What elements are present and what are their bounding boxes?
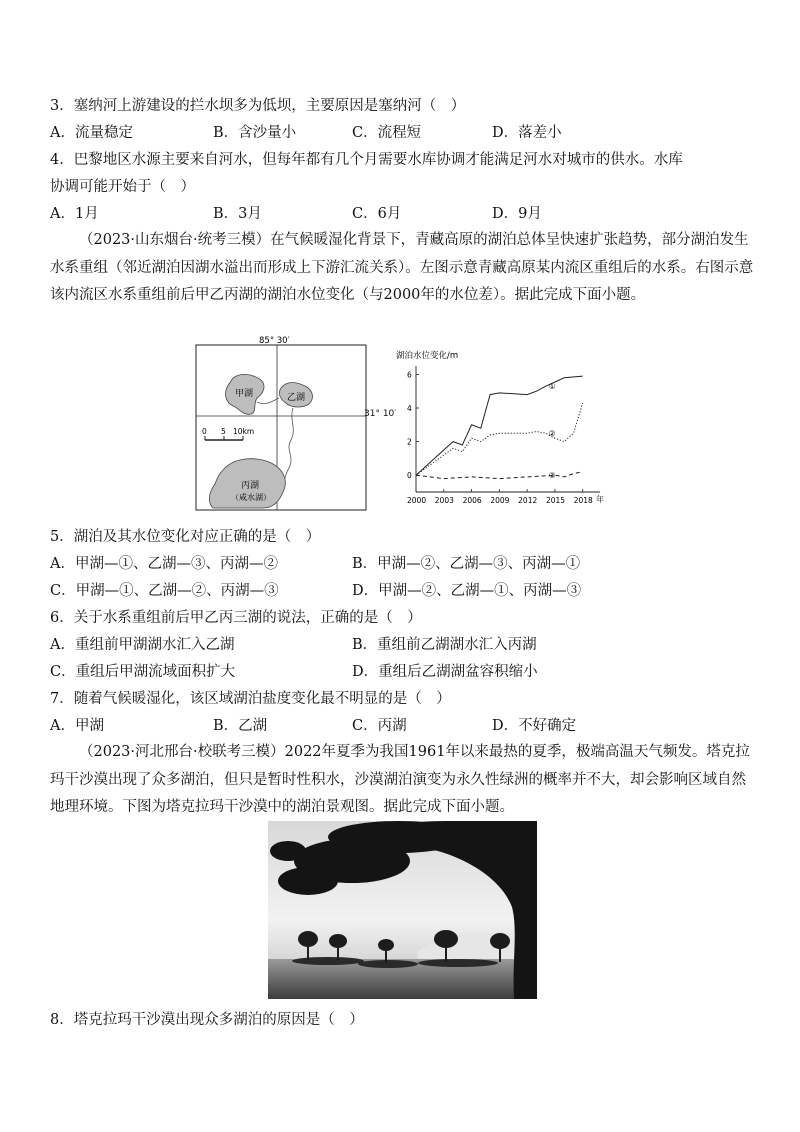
question-7-stem: 7．随着气候暖湿化，该区域湖泊盐度变化最不明显的是（ ）	[50, 691, 451, 707]
question-6-stem: 6．关于水系重组前后甲乙丙三湖的说法，正确的是（ ）	[50, 610, 422, 626]
river-jia-yi	[257, 398, 279, 404]
series-line-1	[416, 376, 583, 475]
y-tick-label: 4	[407, 404, 412, 413]
passage-2: （2023·河北邢台·校联考三模）2022年夏季为我国1961年以来最热的夏季，极端高温天气频发。塔克拉玛干沙漠出现了众多湖泊，但只是暂时性积水，沙漠湖泊演变为永久性绿洲的概率并不大，却会影响区域自然地理环境。下图为塔克拉玛干沙漠中的湖泊景观图。据此完成下面小题。	[50, 744, 750, 816]
option-d[interactable]: D．9月	[492, 206, 542, 222]
lake-bing-label: 丙湖	[241, 481, 260, 491]
scale-label-5: 5	[221, 427, 226, 436]
y-tick-label: 0	[407, 471, 412, 481]
option-b[interactable]: B．含沙量小	[213, 125, 297, 141]
option-c[interactable]: C．重组后甲湖流域面积扩大	[50, 664, 236, 680]
option-b[interactable]: B．3月	[213, 206, 262, 222]
x-tick-label: 2015	[545, 496, 566, 505]
option-d[interactable]: D．落差小	[492, 125, 562, 141]
chart-xlabel: 年	[596, 495, 604, 504]
option-c[interactable]: C．丙湖	[352, 718, 407, 734]
scale-label-10: 10km	[233, 427, 255, 436]
x-tick-label: 2009	[490, 496, 510, 505]
option-a[interactable]: A．1月	[50, 206, 99, 222]
option-c[interactable]: C．6月	[352, 206, 402, 222]
photo-islet-1	[292, 957, 364, 965]
option-a[interactable]: A．甲湖—①、乙湖—③、丙湖—②	[50, 556, 278, 572]
latitude-label: 31° 10′	[364, 409, 397, 419]
series-label-3: ③	[548, 471, 556, 481]
water-level-chart	[392, 346, 612, 511]
x-tick-label: 2006	[462, 496, 482, 505]
desert-lake-photo	[268, 821, 537, 999]
x-tick-label: 2018	[573, 496, 593, 505]
photo-islet-3	[418, 959, 498, 967]
option-c[interactable]: C．流程短	[352, 125, 422, 141]
lake-jia-label: 甲湖	[235, 389, 254, 399]
option-a[interactable]: A．甲湖	[50, 718, 104, 734]
y-tick-label: 6	[407, 370, 412, 380]
x-tick-label: 2003	[434, 496, 454, 505]
option-a[interactable]: A．重组前甲湖湖水汇入乙湖	[50, 637, 235, 653]
series-label-2: ②	[548, 429, 556, 439]
longitude-label: 85° 30′	[259, 336, 290, 346]
option-d[interactable]: D．重组后乙湖湖盆容积缩小	[352, 664, 538, 680]
question-8-stem: 8．塔克拉玛干沙漠出现众多湖泊的原因是（ ）	[50, 1012, 364, 1028]
option-d[interactable]: D．甲湖—②、乙湖—①、丙湖—③	[352, 583, 582, 599]
chart-ylabel: 湖泊水位变化/m	[396, 351, 459, 361]
y-tick-label: 2	[407, 437, 412, 447]
x-tick-label: 2000	[407, 496, 427, 505]
option-b[interactable]: B．乙湖	[213, 718, 268, 734]
lake-bing-note: （咸水湖）	[231, 493, 271, 502]
series-label-1: ①	[548, 382, 556, 392]
passage-1: （2023·山东烟台·统考三模）在气候暖湿化背景下，青藏高原的湖泊总体呈快速扩张趋势，部分湖泊发生水系重组（邻近湖泊因湖水溢出而形成上下游汇流关系）。左图示意青藏高原某内流区重组后的水系。右图示意该内流区水系重组前后甲乙丙湖的湖泊水位变化（与2000年的水位差）。据此完成下面小题。	[50, 232, 754, 304]
question-3-stem: 3．塞纳河上游建设的拦水坝多为低坝，主要原因是塞纳河（ ）	[50, 98, 466, 114]
question-5-stem: 5．湖泊及其水位变化对应正确的是（ ）	[50, 529, 321, 545]
question-4-stem-line1: 4．巴黎地区水源主要来自河水，但每年都有几个月需要水库协调才能满足河水对城市的供水。水库	[50, 152, 683, 168]
option-c[interactable]: C．甲湖—①、乙湖—②、丙湖—③	[50, 583, 279, 599]
series-line-2	[416, 403, 583, 475]
option-b[interactable]: B．重组前乙湖湖水汇入丙湖	[352, 637, 537, 653]
option-b[interactable]: B．甲湖—②、乙湖—③、丙湖—①	[352, 556, 581, 572]
x-tick-label: 2012	[518, 496, 538, 505]
photo-islet-2	[358, 960, 418, 968]
lake-system-map	[193, 336, 373, 514]
option-a[interactable]: A．流量稳定	[50, 125, 133, 141]
question-4-stem-line2: 协调可能开始于（ ）	[50, 179, 195, 195]
scale-label-0: 0	[202, 427, 207, 436]
lake-yi-label: 乙湖	[287, 393, 306, 403]
option-d[interactable]: D．不好确定	[492, 718, 577, 734]
series-line-3	[416, 472, 583, 479]
